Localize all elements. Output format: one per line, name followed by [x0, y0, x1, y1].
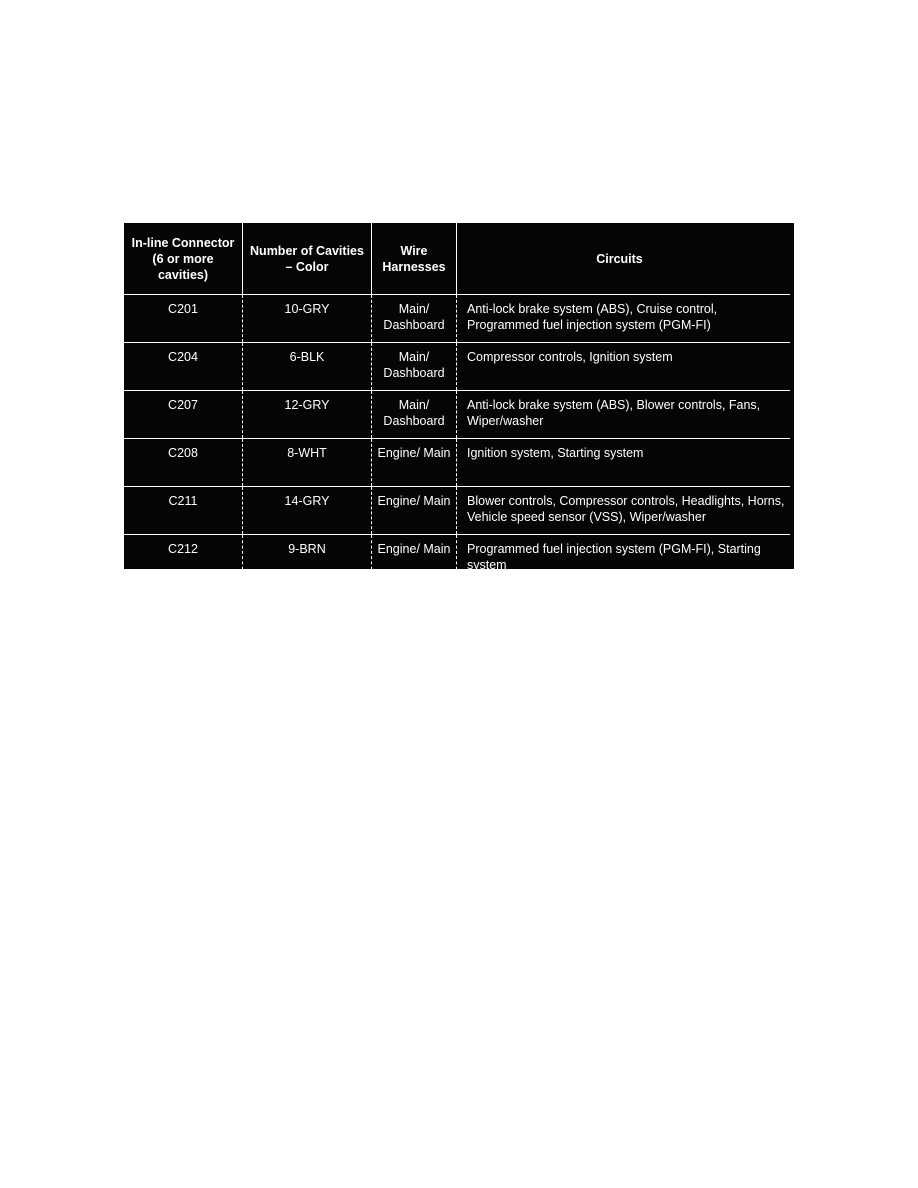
connector-cell: C204 [168, 350, 198, 364]
harness-cell: Main/ Dashboard [372, 295, 457, 343]
cavities-color-cell: 8-WHT [243, 439, 372, 487]
cavities-color-cell: 6-BLK [243, 343, 372, 391]
header-connector: In-line Connector (6 or more cavities) [131, 235, 235, 282]
cavities-color-cell: 10-GRY [243, 295, 372, 343]
connector-cell: C212 [168, 542, 198, 556]
table-header-row [124, 223, 790, 295]
table-row [124, 295, 790, 343]
connector-cell: C201 [168, 302, 198, 316]
circuits-cell: Ignition system, Starting system [457, 439, 791, 487]
harness-cell: Engine/ Main [372, 535, 457, 576]
connector-table-panel [124, 223, 794, 572]
circuits-cell: Anti-lock brake system (ABS), Cruise control, Programmed fuel injection system (PGM-FI) [457, 295, 791, 343]
cavities-color-cell: 12-GRY [243, 391, 372, 439]
cavities-color-cell: 9-BRN [243, 535, 372, 576]
table-row [124, 535, 790, 576]
header-wire-harnesses: Wire Harnesses [372, 223, 457, 295]
connector-table [124, 223, 790, 575]
table-row [124, 343, 790, 391]
harness-cell: Engine/ Main [372, 487, 457, 535]
circuits-cell: Programmed fuel injection system (PGM-FI), Starting system [457, 535, 791, 576]
circuits-cell: Blower controls, Compressor controls, Headlights, Horns, Vehicle speed sensor (VSS), Wiper/washer [457, 487, 791, 535]
header-cavities-color: Number of Cavities – Color [243, 223, 372, 295]
table-row [124, 487, 790, 535]
circuits-cell: Compressor controls, Ignition system [457, 343, 791, 391]
harness-cell: Main/ Dashboard [372, 343, 457, 391]
harness-cell: Main/ Dashboard [372, 391, 457, 439]
connector-cell: C207 [168, 398, 198, 412]
table-row [124, 391, 790, 439]
connector-cell: C208 [168, 446, 198, 460]
table-row [124, 439, 790, 487]
harness-cell: Engine/ Main [372, 439, 457, 487]
header-circuits: Circuits [457, 223, 791, 295]
circuits-cell: Anti-lock brake system (ABS), Blower controls, Fans, Wiper/washer [457, 391, 791, 439]
connector-cell: C211 [168, 494, 198, 508]
cavities-color-cell: 14-GRY [243, 487, 372, 535]
